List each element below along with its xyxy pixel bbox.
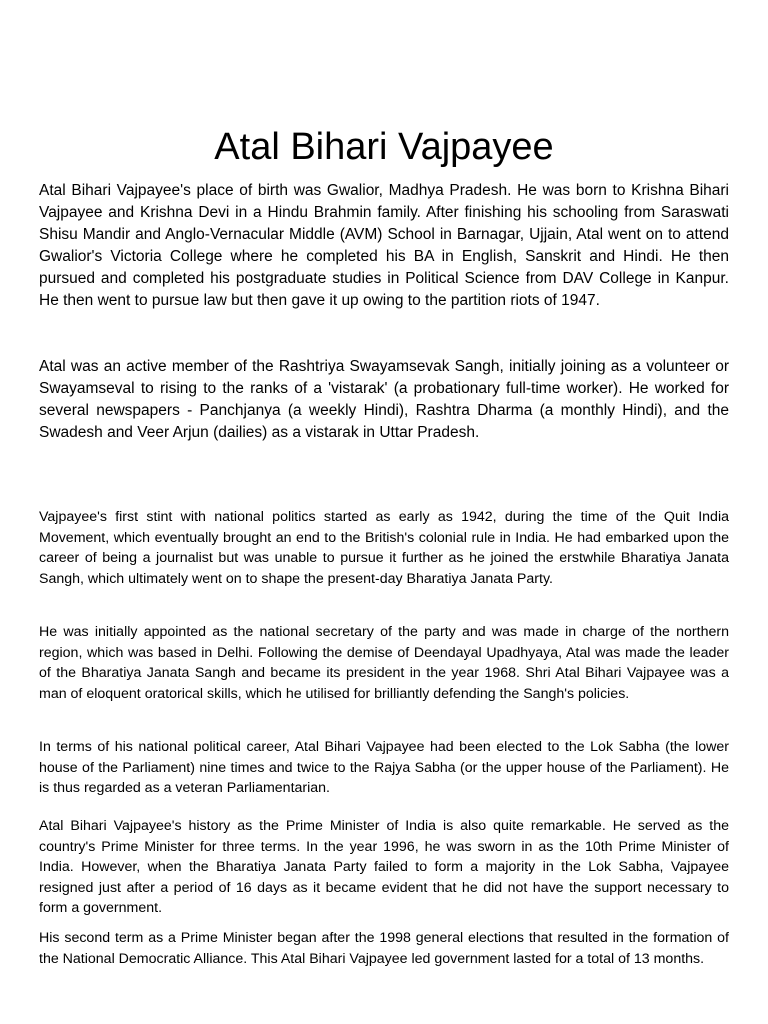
paragraph-early-politics: Vajpayee's first stint with national politics started as early as 1942, during the time of the Quit India Movement, which eventually brought an end to the British's colonial rule in India. He had embarked upon the career of being a journalist but was unable to pursue it further as he joined the erstwhile Bharatiya Janata Sangh, which ultimately went on to shape the present-day Bharatiya Janata Party. bbox=[39, 509, 729, 587]
page-title: Atal Bihari Vajpayee bbox=[214, 126, 554, 168]
paragraph-second-term-pm: His second term as a Prime Minister began after the 1998 general elections that resulted in the formation of the National Democratic Alliance. This Atal Bihari Vajpayee led government lasted for a total of 13 months. bbox=[39, 930, 729, 967]
paragraph-parliament-career: In terms of his national political career, Atal Bihari Vajpayee had been elected to the Lok Sabha (the lower house of the Parliament) nine times and twice to the Rajya Sabha (or the upper house of the Parliament). He is thus regarded as a veteran Parliamentarian. bbox=[39, 739, 729, 797]
paragraph-birth-education: Atal Bihari Vajpayee's place of birth was Gwalior, Madhya Pradesh. He was born to Krishna Bihari Vajpayee and Krishna Devi in a Hindu Brahmin family. After finishing his schooling from Saraswati Shisu Mandir and Anglo-Vernacular Middle (AVM) School in Barnagar, Ujjain, Atal went on to attend Gwalior's Victoria College where he completed his BA in English, Sanskrit and Hindi. He then pursued and completed his postgraduate studies in Political Science from DAV College in Kanpur. He then went to pursue law but then gave it up owing to the partition riots of 1947. bbox=[39, 182, 729, 309]
paragraph-rss-journalism: Atal was an active member of the Rashtriya Swayamsevak Sangh, initially joining as a volunteer or Swayamseval to rising to the ranks of a 'vistarak' (a probationary full-time worker). He worked for several newspapers - Panchjanya (a weekly Hindi), Rashtra Dharma (a monthly Hindi), and the Swadesh and Veer Arjun (dailies) as a vistarak in Uttar Pradesh. bbox=[39, 358, 729, 441]
paragraph-first-term-pm: Atal Bihari Vajpayee's history as the Prime Minister of India is also quite remarkable. He served as the country's Prime Minister for three terms. In the year 1996, he was sworn in as the 10th Prime Minister of India. However, when the Bharatiya Janata Party failed to form a majority in the Lok Sabha, Vajpayee resigned just after a period of 16 days as it became evident that he did not have the support necessary to form a government. bbox=[39, 818, 729, 917]
paragraph-party-leadership: He was initially appointed as the national secretary of the party and was made in charge of the northern region, which was based in Delhi. Following the demise of Deendayal Upadhyaya, Atal was made the leader of the Bharatiya Janata Sangh and became its president in the year 1968. Shri Atal Bihari Vajpayee was a man of eloquent oratorical skills, which he utilised for brilliantly defending the Sangh's policies. bbox=[39, 624, 729, 702]
